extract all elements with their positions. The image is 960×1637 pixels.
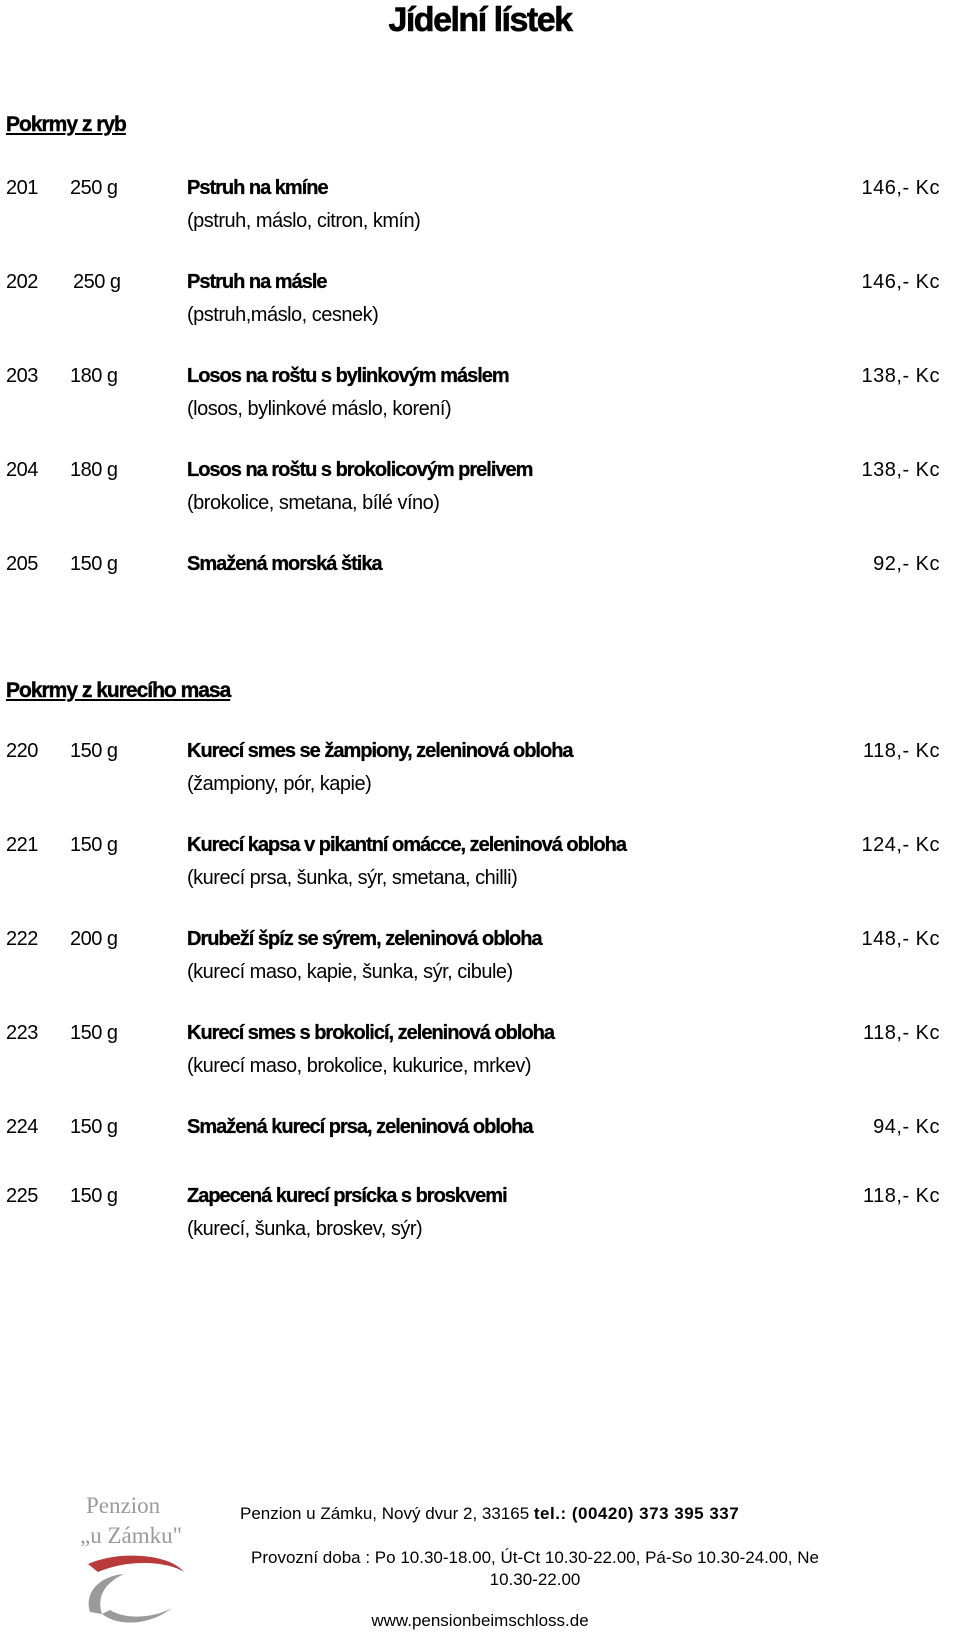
item-name: Kurecí kapsa v pikantní omácce, zeleninová obloha [187, 834, 626, 856]
menu-item [0, 1020, 960, 1100]
item-name: Losos na roštu s bylinkovým máslem [187, 365, 509, 387]
item-weight: 250 g [73, 271, 121, 293]
page-title: Jídelní lístek [388, 1, 572, 39]
menu-item [0, 926, 960, 1006]
item-description: (kurecí, šunka, broskev, sýr) [187, 1218, 423, 1240]
item-weight: 150 g [70, 1022, 118, 1044]
menu-item [0, 1114, 960, 1194]
item-price: 118,- Kc [863, 1022, 940, 1044]
item-price: 146,- Kc [861, 177, 940, 199]
menu-item [0, 175, 960, 255]
menu-item [0, 551, 960, 631]
item-code: 221 [6, 834, 38, 856]
menu-item [0, 269, 960, 349]
item-price: 146,- Kc [861, 271, 940, 293]
item-code: 203 [6, 365, 38, 387]
item-weight: 180 g [70, 365, 118, 387]
item-code: 205 [6, 553, 38, 575]
item-weight: 150 g [70, 553, 118, 575]
item-code: 202 [6, 271, 38, 293]
item-price: 118,- Kc [863, 740, 940, 762]
item-description: (kurecí maso, kapie, šunka, sýr, cibule) [187, 961, 513, 983]
item-description: (kurecí prsa, šunka, sýr, smetana, chilli) [187, 867, 518, 889]
item-price: 138,- Kc [861, 459, 940, 481]
item-description: (pstruh,máslo, cesnek) [187, 304, 379, 326]
section-heading-fish: Pokrmy z ryb [6, 113, 126, 136]
item-weight: 180 g [70, 459, 118, 481]
website-link[interactable]: www.pensionbeimschloss.de [371, 1611, 589, 1630]
footer-address-line [240, 1503, 739, 1525]
item-code: 204 [6, 459, 38, 481]
item-code: 220 [6, 740, 38, 762]
item-price: 94,- Kc [873, 1116, 940, 1138]
item-code: 224 [6, 1116, 38, 1138]
item-weight: 250 g [70, 177, 118, 199]
menu-item [0, 363, 960, 443]
item-weight: 150 g [70, 1185, 118, 1207]
logo-line1: Penzion [86, 1493, 161, 1518]
item-name: Pstruh na másle [187, 271, 327, 293]
phone-number: tel.: (00420) 373 395 337 [533, 1504, 740, 1523]
item-weight: 150 g [70, 834, 118, 856]
item-code: 222 [6, 928, 38, 950]
item-price: 118,- Kc [863, 1185, 940, 1207]
item-code: 225 [6, 1185, 38, 1207]
item-name: Pstruh na kmíne [187, 177, 328, 199]
item-description: (kurecí maso, brokolice, kukurice, mrkev) [187, 1055, 532, 1077]
footer [0, 1480, 960, 1637]
item-name: Zapecená kurecí prsícka s broskvemi [187, 1185, 507, 1207]
logo-line2: „u Zámku" [80, 1523, 182, 1548]
menu-item [0, 1183, 960, 1263]
item-name: Kurecí smes s brokolicí, zeleninová obloha [187, 1022, 555, 1044]
item-price: 138,- Kc [861, 365, 940, 387]
item-name: Kurecí smes se žampiony, zeleninová obloha [187, 740, 573, 762]
item-weight: 150 g [70, 740, 118, 762]
item-name: Smažená kurecí prsa, zeleninová obloha [187, 1116, 533, 1138]
menu-item [0, 738, 960, 818]
item-description: (losos, bylinkové máslo, korení) [187, 398, 452, 420]
item-description: (žampiony, pór, kapie) [187, 773, 372, 795]
item-weight: 150 g [70, 1116, 118, 1138]
item-code: 223 [6, 1022, 38, 1044]
item-description: (pstruh, máslo, citron, kmín) [187, 210, 421, 232]
item-weight: 200 g [70, 928, 118, 950]
item-code: 201 [6, 177, 38, 199]
item-description: (brokolice, smetana, bílé víno) [187, 492, 440, 514]
menu-item [0, 832, 960, 912]
item-name: Drubeží špíz se sýrem, zeleninová obloha [187, 928, 542, 950]
item-name: Losos na roštu s brokolicovým prelivem [187, 459, 533, 481]
menu-item [0, 457, 960, 537]
item-price: 124,- Kc [861, 834, 940, 856]
opening-hours: Provozní doba : Po 10.30-18.00, Út-Ct 10.30-22.00, Pá-So 10.30-24.00, Ne 10.30-22.00 [251, 1548, 819, 1589]
section-heading-chicken: Pokrmy z kurecího masa [6, 679, 231, 702]
item-name: Smažená morská štika [187, 553, 382, 575]
item-price: 92,- Kc [873, 553, 940, 575]
address: Penzion u Zámku, Nový dvur 2, 33165 [240, 1504, 534, 1523]
item-price: 148,- Kc [861, 928, 940, 950]
